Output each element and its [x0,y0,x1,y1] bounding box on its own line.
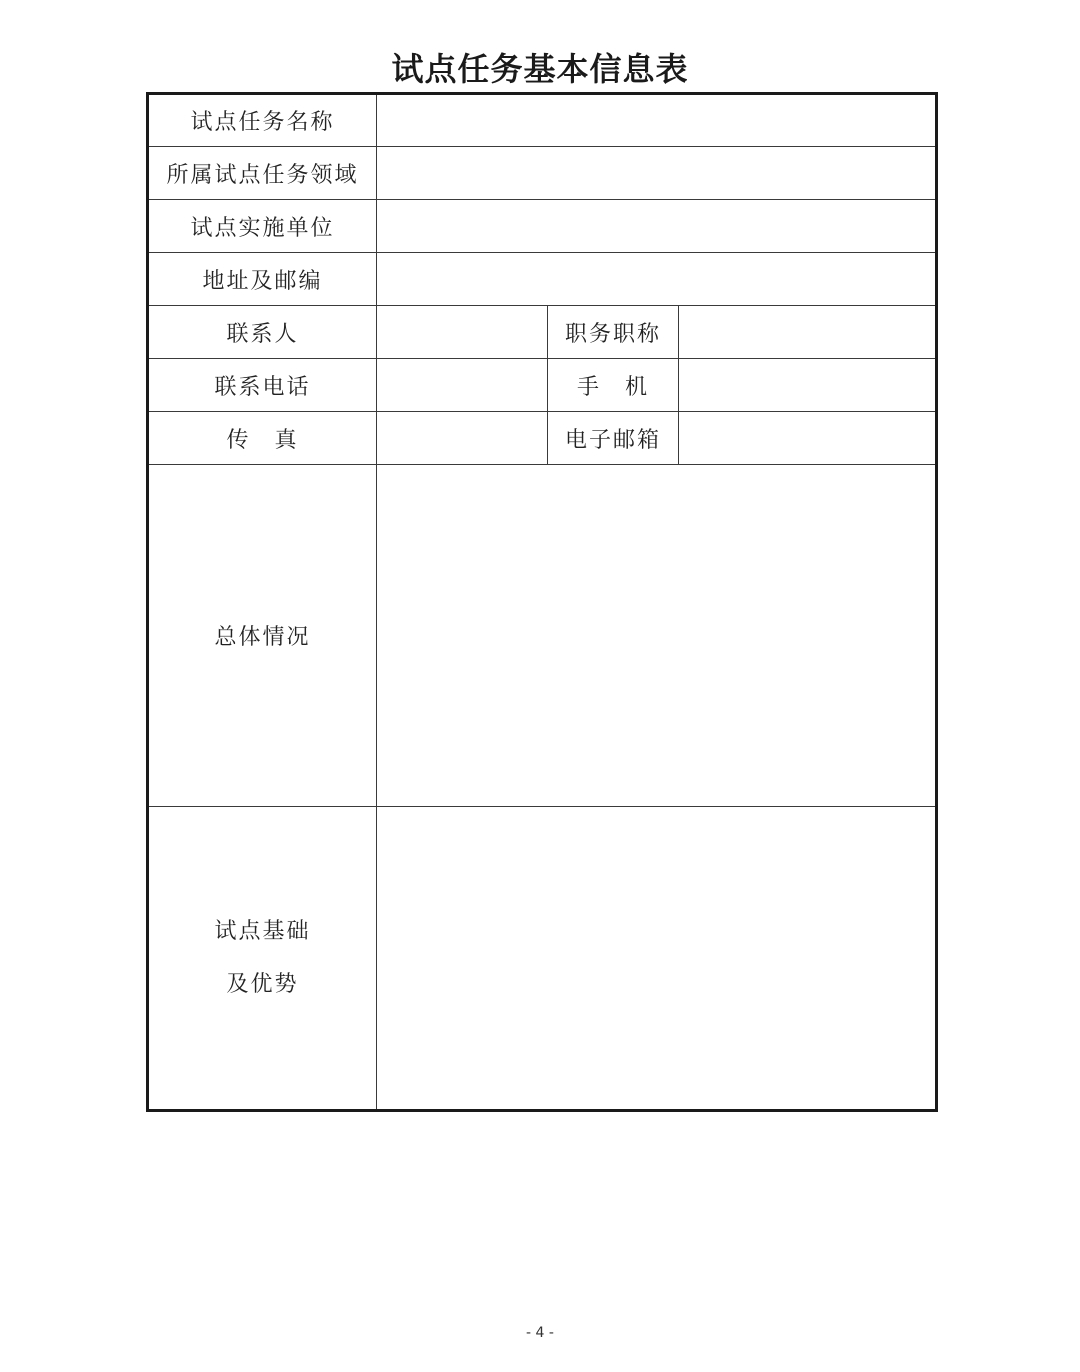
field-task-domain[interactable] [377,147,937,200]
field-task-name[interactable] [377,94,937,147]
label-task-name: 试点任务名称 [148,94,377,147]
row-task-name [148,94,937,147]
row-address [148,253,937,306]
label-overview: 总体情况 [148,465,377,807]
label-phone: 联系电话 [148,359,377,412]
row-task-domain [148,147,937,200]
field-address[interactable] [377,253,937,306]
field-overview[interactable] [377,465,937,807]
field-position-title[interactable] [679,306,937,359]
label-position-title: 职务职称 [548,306,679,359]
label-mobile: 手 机 [548,359,679,412]
field-implementing-unit[interactable] [377,200,937,253]
page-title: 试点任务基本信息表 [391,50,689,88]
label-task-domain: 所属试点任务领域 [148,147,377,200]
field-mobile[interactable] [679,359,937,412]
info-form-table [146,92,938,1112]
row-implementing-unit [148,200,937,253]
label-foundation [148,807,377,1111]
label-foundation-line1: 试点基础 [214,919,311,944]
field-contact[interactable] [377,306,548,359]
label-foundation-line2: 及优势 [226,972,299,997]
row-contact [148,306,937,359]
label-address: 地址及邮编 [148,253,377,306]
label-implementing-unit: 试点实施单位 [148,200,377,253]
field-foundation[interactable] [377,807,937,1111]
label-email: 电子邮箱 [548,412,679,465]
row-foundation [148,807,937,1111]
field-email[interactable] [679,412,937,465]
field-phone[interactable] [377,359,548,412]
label-fax: 传 真 [148,412,377,465]
row-overview [148,465,937,807]
row-phone [148,359,937,412]
field-fax[interactable] [377,412,548,465]
page-number: - 4 - [526,1325,554,1341]
row-fax [148,412,937,465]
label-contact: 联系人 [148,306,377,359]
